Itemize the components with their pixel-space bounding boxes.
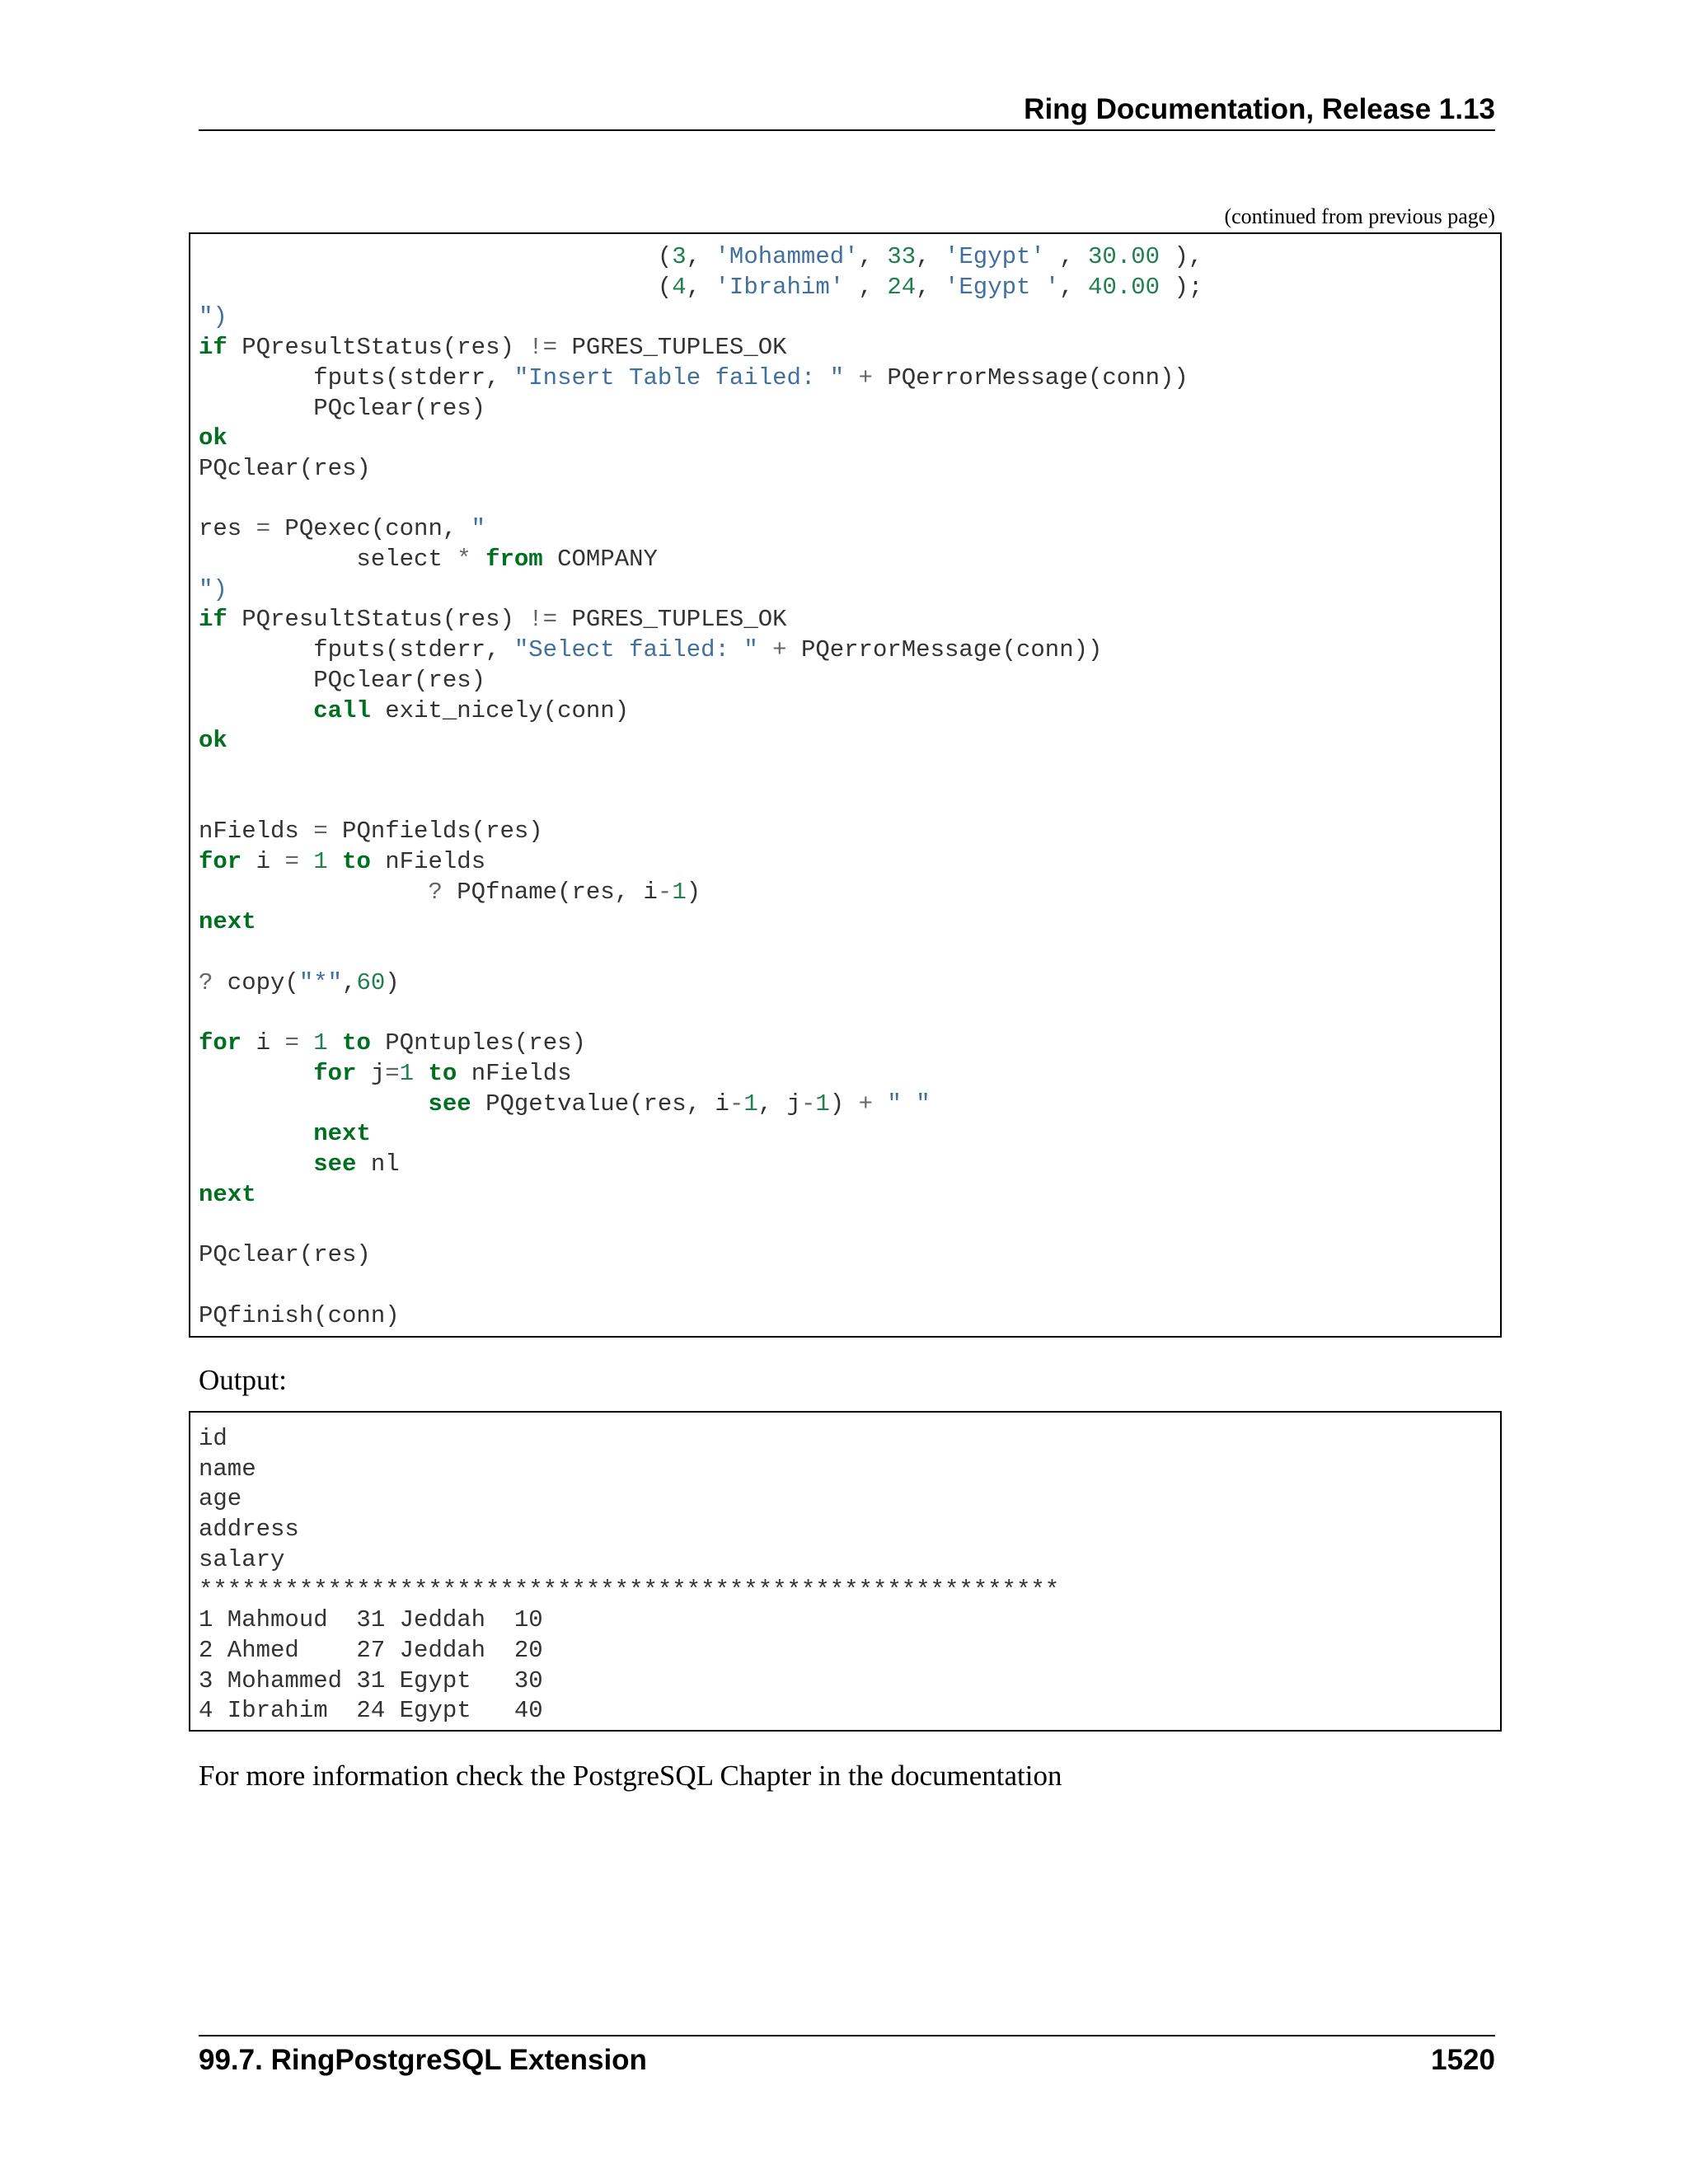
code-token: ); <box>1160 273 1203 301</box>
code-listing <box>199 242 1203 1331</box>
code-token: PQclear(res) <box>199 1241 371 1269</box>
code-line <box>199 334 787 361</box>
code-token: , <box>844 273 888 301</box>
code-line <box>199 1120 371 1147</box>
output-line: age <box>199 1485 242 1513</box>
code-token: - <box>729 1090 744 1118</box>
code-token: PQclear(res) <box>199 454 371 482</box>
code-token <box>471 546 485 573</box>
code-line <box>199 697 629 724</box>
header-rule <box>199 129 1495 131</box>
code-token: 1 <box>313 848 328 876</box>
code-token: PQresultStatus(res) <box>227 606 529 634</box>
code-line <box>199 636 1102 663</box>
code-line <box>199 515 485 542</box>
code-token: for <box>313 1059 357 1087</box>
code-token: 33 <box>887 243 917 270</box>
code-token: ") <box>199 303 227 331</box>
code-token: * <box>457 546 471 574</box>
code-token: "*" <box>298 968 343 996</box>
code-token: , <box>686 273 715 301</box>
code-token: , <box>916 243 945 270</box>
code-token: ok <box>199 727 227 755</box>
output-line: name <box>199 1455 256 1483</box>
code-line <box>199 1029 586 1057</box>
continued-note: (continued from previous page) <box>1224 204 1495 228</box>
code-token <box>199 243 658 270</box>
code-token <box>199 1120 313 1147</box>
code-token: 1 <box>743 1090 758 1118</box>
code-line <box>199 1302 400 1329</box>
code-token: = <box>385 1059 400 1087</box>
code-token: ( <box>657 243 673 270</box>
code-token: ") <box>199 575 227 603</box>
footer-section-title: 99.7. RingPostgreSQL Extension <box>199 2044 647 2076</box>
code-line <box>199 1060 572 1087</box>
code-token: = <box>256 515 271 543</box>
code-token: 4 <box>672 273 687 301</box>
code-token: copy( <box>213 968 299 996</box>
code-line <box>199 606 787 633</box>
code-token: 'Egypt' <box>944 243 1045 270</box>
code-line <box>199 879 701 906</box>
code-token: PQclear(res) <box>199 666 486 694</box>
code-token: ) <box>829 1090 859 1118</box>
code-token: PQnfields(res) <box>327 818 543 846</box>
output-block <box>189 1411 1502 1732</box>
code-token: , <box>858 243 888 270</box>
code-token <box>328 1029 342 1057</box>
code-token: , <box>916 273 945 301</box>
code-token: 1 <box>815 1090 830 1118</box>
code-token: 'Egypt ' <box>945 273 1060 301</box>
code-token: fputs(stderr, <box>199 363 514 391</box>
code-token: PQerrorMessage(conn)) <box>786 636 1103 664</box>
output-line: 3 Mohammed 31 Egypt 30 <box>199 1666 543 1694</box>
code-token: - <box>657 878 673 906</box>
footer-rule <box>199 2035 1495 2036</box>
code-token <box>414 1060 428 1087</box>
code-token: nFields <box>370 848 486 876</box>
code-line <box>199 969 400 996</box>
page-footer <box>199 2044 1495 2077</box>
code-token: = <box>284 848 299 876</box>
code-token: - <box>800 1090 816 1118</box>
code-token: nFields <box>199 818 314 846</box>
code-line <box>199 1181 256 1208</box>
code-token: 1 <box>672 878 687 906</box>
code-token: 60 <box>356 968 386 996</box>
code-line <box>199 364 1189 391</box>
code-token: ) <box>686 878 701 906</box>
code-token: ? <box>428 878 443 906</box>
code-line <box>199 455 371 482</box>
code-token: 3 <box>672 243 687 270</box>
output-line: id <box>199 1425 227 1452</box>
code-token: != <box>528 334 558 362</box>
code-token: next <box>199 1180 256 1208</box>
code-token: , <box>342 968 357 996</box>
code-token: see <box>428 1090 471 1118</box>
code-line <box>199 848 485 875</box>
code-token: j <box>356 1059 386 1087</box>
code-line <box>199 1151 400 1178</box>
code-token <box>328 848 342 875</box>
code-token: + <box>858 1090 873 1118</box>
code-token: PQresultStatus(res) <box>227 334 529 362</box>
code-token: PGRES_TUPLES_OK <box>557 334 787 362</box>
code-token: 24 <box>887 273 917 301</box>
code-token: PQerrorMessage(conn)) <box>872 363 1189 391</box>
code-token: PQfinish(conn) <box>199 1301 400 1329</box>
code-token: 30.00 <box>1088 243 1160 270</box>
code-token: res <box>199 515 256 543</box>
output-line: address <box>199 1516 299 1544</box>
code-token: ? <box>199 968 213 996</box>
code-token: 40.00 <box>1088 273 1160 301</box>
code-token: to <box>342 848 371 876</box>
code-line <box>199 667 485 694</box>
code-token <box>844 364 858 391</box>
code-token: call <box>313 696 371 724</box>
code-token: ( <box>657 273 673 301</box>
code-token: = <box>284 1029 299 1057</box>
code-token: ), <box>1160 243 1203 270</box>
code-token: , <box>1059 273 1089 301</box>
code-token: for <box>199 1029 242 1057</box>
code-token: see <box>313 1151 357 1179</box>
code-token: PQgetvalue(res, i <box>471 1090 729 1118</box>
code-token: 'Mohammed' <box>715 243 859 270</box>
code-line <box>199 1241 371 1268</box>
code-token <box>199 1060 313 1087</box>
code-token: 1 <box>313 1029 328 1057</box>
code-line <box>199 243 1203 270</box>
code-token: fputs(stderr, <box>199 636 514 664</box>
output-label: Output: <box>199 1364 287 1396</box>
output-line: salary <box>199 1545 285 1573</box>
code-token: = <box>313 818 328 846</box>
code-token: PQclear(res) <box>199 394 486 422</box>
code-line <box>199 546 658 573</box>
code-line <box>199 424 227 452</box>
code-token <box>199 1151 313 1178</box>
code-token <box>199 697 313 724</box>
code-line <box>199 303 227 330</box>
code-token: PGRES_TUPLES_OK <box>557 606 787 634</box>
code-token: + <box>858 363 873 391</box>
code-line <box>199 818 543 845</box>
code-token: i <box>241 848 285 876</box>
code-line <box>199 274 1203 301</box>
code-token <box>199 274 658 301</box>
code-token: if <box>199 334 227 362</box>
output-listing <box>199 1424 1059 1727</box>
code-token <box>758 636 772 663</box>
code-token: PQfname(res, i <box>442 878 658 906</box>
code-token: 'Ibrahim' <box>715 273 845 301</box>
code-token: " <box>471 515 486 543</box>
code-token: next <box>199 908 256 936</box>
code-token: next <box>313 1120 371 1148</box>
code-token: i <box>241 1029 285 1057</box>
code-line <box>199 908 256 935</box>
code-token <box>199 879 428 906</box>
page-number: 1520 <box>1431 2044 1495 2076</box>
code-line <box>199 727 227 754</box>
code-token: PQexec(conn, <box>270 515 471 543</box>
code-token: , j <box>757 1090 801 1118</box>
code-line <box>199 576 227 603</box>
code-token: nFields <box>457 1059 572 1087</box>
code-token: != <box>528 606 558 634</box>
code-token: 1 <box>399 1059 415 1087</box>
code-token: to <box>428 1059 457 1087</box>
output-line: 1 Mahmoud 31 Jeddah 10 <box>199 1606 543 1634</box>
code-token: " " <box>887 1090 931 1118</box>
code-token: "Select failed: " <box>513 636 758 664</box>
code-token: from <box>485 546 543 574</box>
output-line: ************************************************************ <box>199 1576 1060 1604</box>
code-token <box>199 1090 428 1118</box>
code-line <box>199 1090 931 1118</box>
code-token: + <box>772 636 787 664</box>
code-token: nl <box>356 1151 400 1179</box>
output-line: 4 Ibrahim 24 Egypt 40 <box>199 1697 543 1725</box>
code-token: if <box>199 606 227 634</box>
code-token: COMPANY <box>542 546 658 574</box>
page-header-title: Ring Documentation, Release 1.13 <box>1024 93 1495 125</box>
code-token <box>873 1090 887 1118</box>
code-token: to <box>342 1029 371 1057</box>
code-token: ok <box>199 424 227 452</box>
code-token: exit_nicely(conn) <box>370 696 630 724</box>
code-token: ) <box>385 968 400 996</box>
code-block <box>189 232 1502 1338</box>
code-token: select <box>199 546 457 574</box>
code-token: , <box>1044 243 1089 270</box>
code-token: , <box>686 243 715 270</box>
code-token <box>299 848 313 875</box>
output-line: 2 Ahmed 27 Jeddah 20 <box>199 1636 543 1664</box>
code-line <box>199 395 485 422</box>
code-token: PQntuples(res) <box>370 1029 586 1057</box>
code-token: for <box>199 848 242 876</box>
code-token <box>299 1029 313 1057</box>
code-token: "Insert Table failed: " <box>513 363 845 391</box>
footer-note: For more information check the PostgreSQL Chapter in the documentation <box>199 1760 1062 1792</box>
